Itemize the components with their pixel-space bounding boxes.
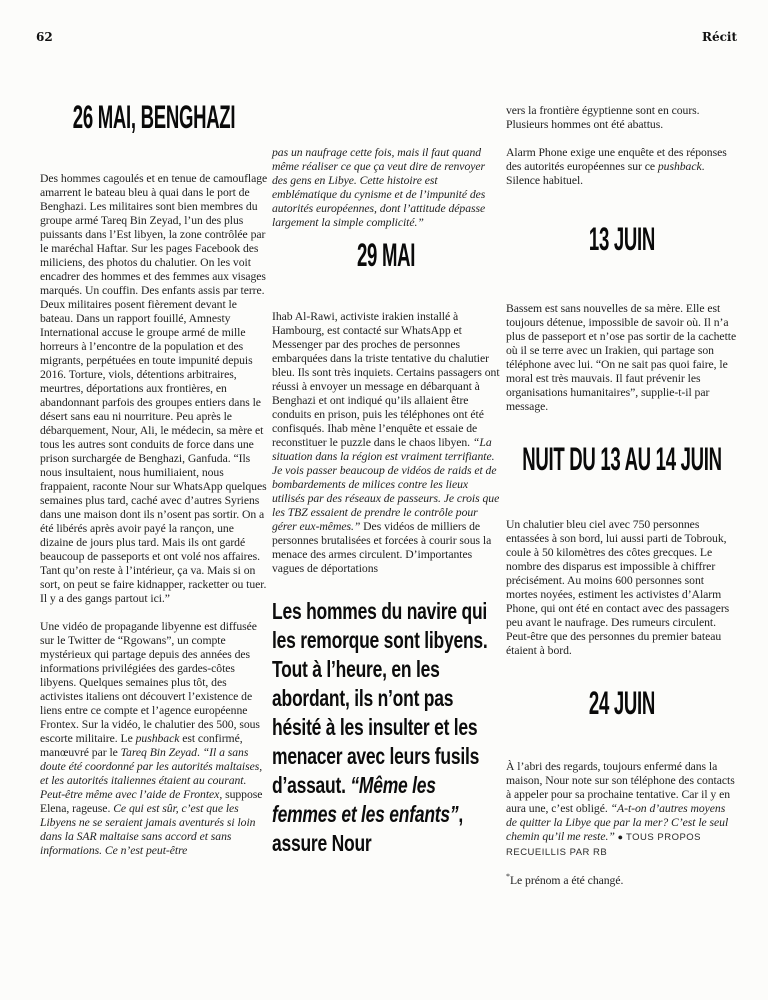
- column-3: [506, 0, 737, 888]
- paragraph-alarm-phone: Alarm Phone exige une enquête et des réponses des autorités européennes sur ce pushback. Silence habituel.: [506, 146, 727, 187]
- section-label: Récit: [701, 30, 737, 44]
- column-1: [40, 0, 268, 858]
- heading-24-juin: 24 JUIN: [588, 685, 655, 721]
- paragraph-benghazi-arrival: Des hommes cagoulés et en tenue de camouflage amarrent le bateau bleu à quai dans le port de Benghazi. Les militaires sont bien membres du groupe armé Tareq Bin Zeyad, l’un des plus puissants dans l’Est libyen, la zone contrôlée par le maréchal Haftar. Sur les pages Facebook des miliciens, des photos du chalutier. On les voit encadrer des hommes et des femmes aux visages marqués. Un couffin. Des enfants assis par terre. Deux militaires posent fièrement devant le bateau. Dans un rapport fouillé, Amnesty International accuse le groupe armé de mille horreurs à l’encontre de la population et des migrants, perpétuées en toute impunité depuis 2016. Torture, viols, détentions arbitraires, meurtres, déportations aux frontières, en abandonnant parfois des groupes entiers dans le désert sans eau ni nourriture. Peu après le débarquement, Nour, Ali, le médecin, sa mère et tous les autres sont conduits de force dans une prison surchargée de Benghazi, Ganfuda. “Ils nous insultaient, nous humiliaient, nous frappaient, raconte Nour sur WhatsApp quelques semaines plus tard, caché avec d’autres Syriens dans une maison dont ils n’osent pas sortir. On a été libérés après avoir payé la rançon, une dizaine de jours plus tard. Mais ils ont gardé beaucoup de passeports et ont volé nos affaires. Tant qu’on reste à l’intérieur, ça va. Mais si on sort, on peut se faire kidnapper, racketter ou tuer. Il y a des gangs partout ici.”: [40, 172, 268, 605]
- pull-quote: Les hommes du navire qui les remorque sont libyens. Tout à l’heure, en les abordant, ils n’ont pas hésité à les insulter et les menacer avec leurs fusils d’assaut. “Même les femmes et les enfants”, assure Nour: [272, 598, 488, 856]
- paragraph-egyptian-border: vers la frontière égyptienne sont en cours. Plusieurs hommes ont été abattus.: [506, 104, 700, 131]
- column-2: [272, 0, 500, 858]
- paragraph-ihab-alrawi: Ihab Al-Rawi, activiste irakien installé à Hambourg, est contacté sur WhatsApp et Messenger par des proches de personnes embarquées dans la triste tentative du chalutier bleu. Ils sont très inquiets. Certains passagers ont réussi à envoyer un message en débarquant à Benghazi et ont indiqué qu’ils allaient être conduits en prison, puis les téléphones ont été confisqués. Ihab mène l’enquête et essaie de reconstituer le puzzle dans le chaos libyen. “La situation dans la région est vraiment terrifiante. Je vois passer beaucoup de vidéos de raids et de bombardements de milices contre les lieux utilisés par des réseaux de passeurs. Je crois que les TBZ essaient de prendre le contrôle pour gérer eux-mêmes.” Des vidéos de milliers de personnes brutalisées et forcées à courir sous la menace des armes circulent. D’importantes vagues de déportations: [272, 310, 500, 575]
- heading-13-juin: 13 JUIN: [588, 221, 655, 257]
- paragraph-shipwreck: Un chalutier bleu ciel avec 750 personnes entassées à son bord, lui aussi parti de Tobrouk, coule à 50 kilomètres des côtes grecques. Le nombre des disparus est impossible à chiffrer précisément. Au moins 600 personnes sont mortes noyées, estiment les activistes d’Alarm Phone, qui ont été en contact avec des passagers peu avant le naufrage. Des rumeurs circulent. Peut-être que des personnes du premier bateau étaient à bord.: [506, 518, 730, 657]
- page-number: 62: [36, 30, 53, 44]
- paragraph-quote-continuation: pas un naufrage cette fois, mais il faut quand même réaliser ce que ça veut dire de renvoyer des gens en Libye. Cette histoire est emblématique du cynisme et de l’impunité des autorités européennes, dont l’attitude dépasse largement la simple complicité.”: [272, 146, 486, 229]
- paragraph-nour-ending: À l’abri des regards, toujours enfermé dans la maison, Nour note sur son téléphone des contacts à appeler pour sa prochaine tentative. Car il y en aura une, c’est obligé. “A-t-on d’autres moyens de quitter la Libye que par la mer? C’est le seul chemin qu’il me reste.” ● TOUS PROPOS RECUEILLIS PAR RB: [506, 760, 735, 858]
- heading-29-mai: 29 MAI: [356, 237, 416, 273]
- paragraph-bassem: Bassem est sans nouvelles de sa mère. Elle est toujours détenue, impossible de savoir où. Il n’a plus de passeport et n’ose pas sortir de la cachette où il se terre avec un Irakien, qui partage son téléphone avec lui. “On ne sait pas quoi faire, le moral est très mauvais. Il faut prévenir les organisations humanitaires”, supplie-t-il par message.: [506, 302, 737, 413]
- heading-nuit-13-14-juin: NUIT DU 13 AU 14 JUIN: [521, 441, 722, 477]
- paragraph-propaganda-video: Une vidéo de propagande libyenne est diffusée sur le Twitter de “Rgowans”, un compte mystérieux qui partage depuis des années des informations privilégiées des gardes-côtes libyens. Quelques semaines plus tôt, des activistes italiens ont découvert l’existence de liens entre ce compte et l’agence européenne Frontex. Sur la vidéo, le chalutier des 500, sous escorte militaire. Le pushback est confirmé, manœuvré par le Tareq Bin Zeyad. “Il a sans doute été coordonné par les autorités maltaises, et les autorités italiennes étaient au courant. Peut-être même avec l’aide de Frontex, suppose Elena, rageuse. Ce qui est sûr, c’est que les Libyens ne se seraient jamais aventurés si loin dans la SAR maltaise sans accord et sans informations. Ce n’est peut-être: [40, 620, 263, 857]
- heading-26-mai-benghazi: 26 MAI, BENGHAZI: [72, 99, 236, 135]
- footnote: *Le prénom a été changé.: [506, 872, 624, 887]
